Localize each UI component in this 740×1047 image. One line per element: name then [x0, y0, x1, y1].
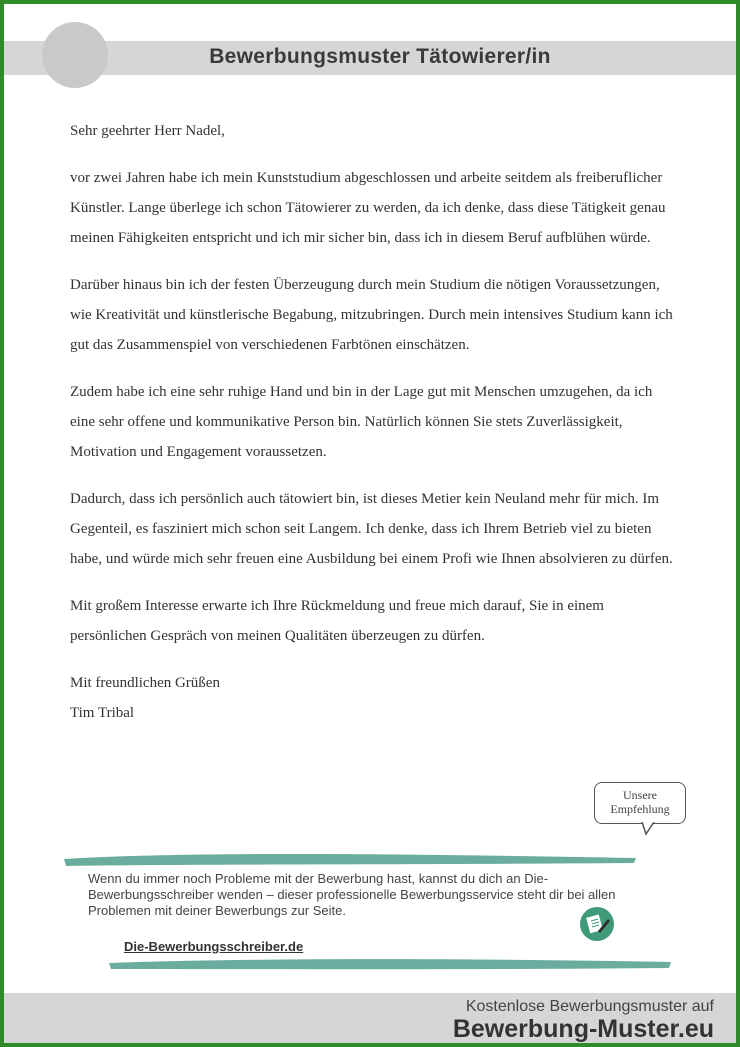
letter-paragraph: Darüber hinaus bin ich der festen Überzeugung durch mein Studium die nötigen Voraussetzungen, wie Kreativität und künstlerische Begabung, mitzubringen. Durch mein intensives Studium kann ich gut das Zusammenspiel von verschiedenen Farbtönen einschätzen. — [70, 277, 673, 353]
letter-salutation: Sehr geehrter Herr Nadel, — [70, 123, 225, 139]
brush-stroke-bottom — [105, 956, 675, 972]
promo-text: Wenn du immer noch Probleme mit der Bewerbung hast, kannst du dich an Die-Bewerbungsschreiber wenden – dieser professionelle Bewerbungsservice steht dir bei allen Problemen mit deiner Bewerbungs zur Seite. — [88, 871, 616, 918]
letter-body — [70, 116, 680, 728]
bubble-line-1: Unsere — [623, 788, 657, 802]
letter-signature: Tim Tribal — [70, 705, 135, 721]
bubble-tail — [640, 822, 660, 836]
letter-paragraph: Zudem habe ich eine sehr ruhige Hand und bin in der Lage gut mit Menschen umzugehen, da ich eine sehr offene und kommunikative Person bin. Natürlich können Sie stets Zuverlässigkeit, Motivation und Engagement voraussetzen. — [70, 384, 653, 460]
brush-stroke-top — [60, 850, 640, 868]
letter-paragraph: Dadurch, dass ich persönlich auch tätowiert bin, ist dieses Metier kein Neuland mehr für mich. Im Gegenteil, es fasziniert mich schon seit Langem. Ich denke, dass ich Ihrem Betrieb viel zu bieten habe, und würde mich sehr freuen eine Ausbildung bei einem Profi wie Ihnen absolvieren zu dürfen. — [70, 491, 673, 567]
footer-site-name[interactable]: Bewerbung-Muster.eu — [452, 1015, 714, 1043]
recommendation-bubble — [594, 782, 686, 824]
letter-paragraph: vor zwei Jahren habe ich mein Kunststudium abgeschlossen und arbeite seitdem als freiberuflicher Künstler. Lange überlege ich schon Tätowierer zu werden, da ich denke, dass diese Tätigkeit genau meinen Fähigkeiten entspricht und ich mir sicher bin, dass ich in diesem Beruf aufblühen würde. — [70, 170, 666, 246]
footer-tagline: Kostenlose Bewerbungsmuster auf — [465, 998, 714, 1015]
letter-closing-block — [70, 668, 680, 728]
promo-link[interactable]: Die-Bewerbungsschreiber.de — [124, 939, 304, 954]
letter-paragraph: Mit großem Interesse erwarte ich Ihre Rückmeldung und freue mich darauf, Sie in einem persönlichen Gespräch von meinen Qualitäten überzeugen zu dürfen. — [70, 598, 604, 644]
letter-closing: Mit freundlichen Grüßen — [70, 675, 220, 691]
bubble-line-2: Empfehlung — [610, 802, 670, 816]
pen-paper-icon — [580, 907, 614, 941]
page-title: Bewerbungsmuster Tätowierer/in — [209, 45, 551, 68]
